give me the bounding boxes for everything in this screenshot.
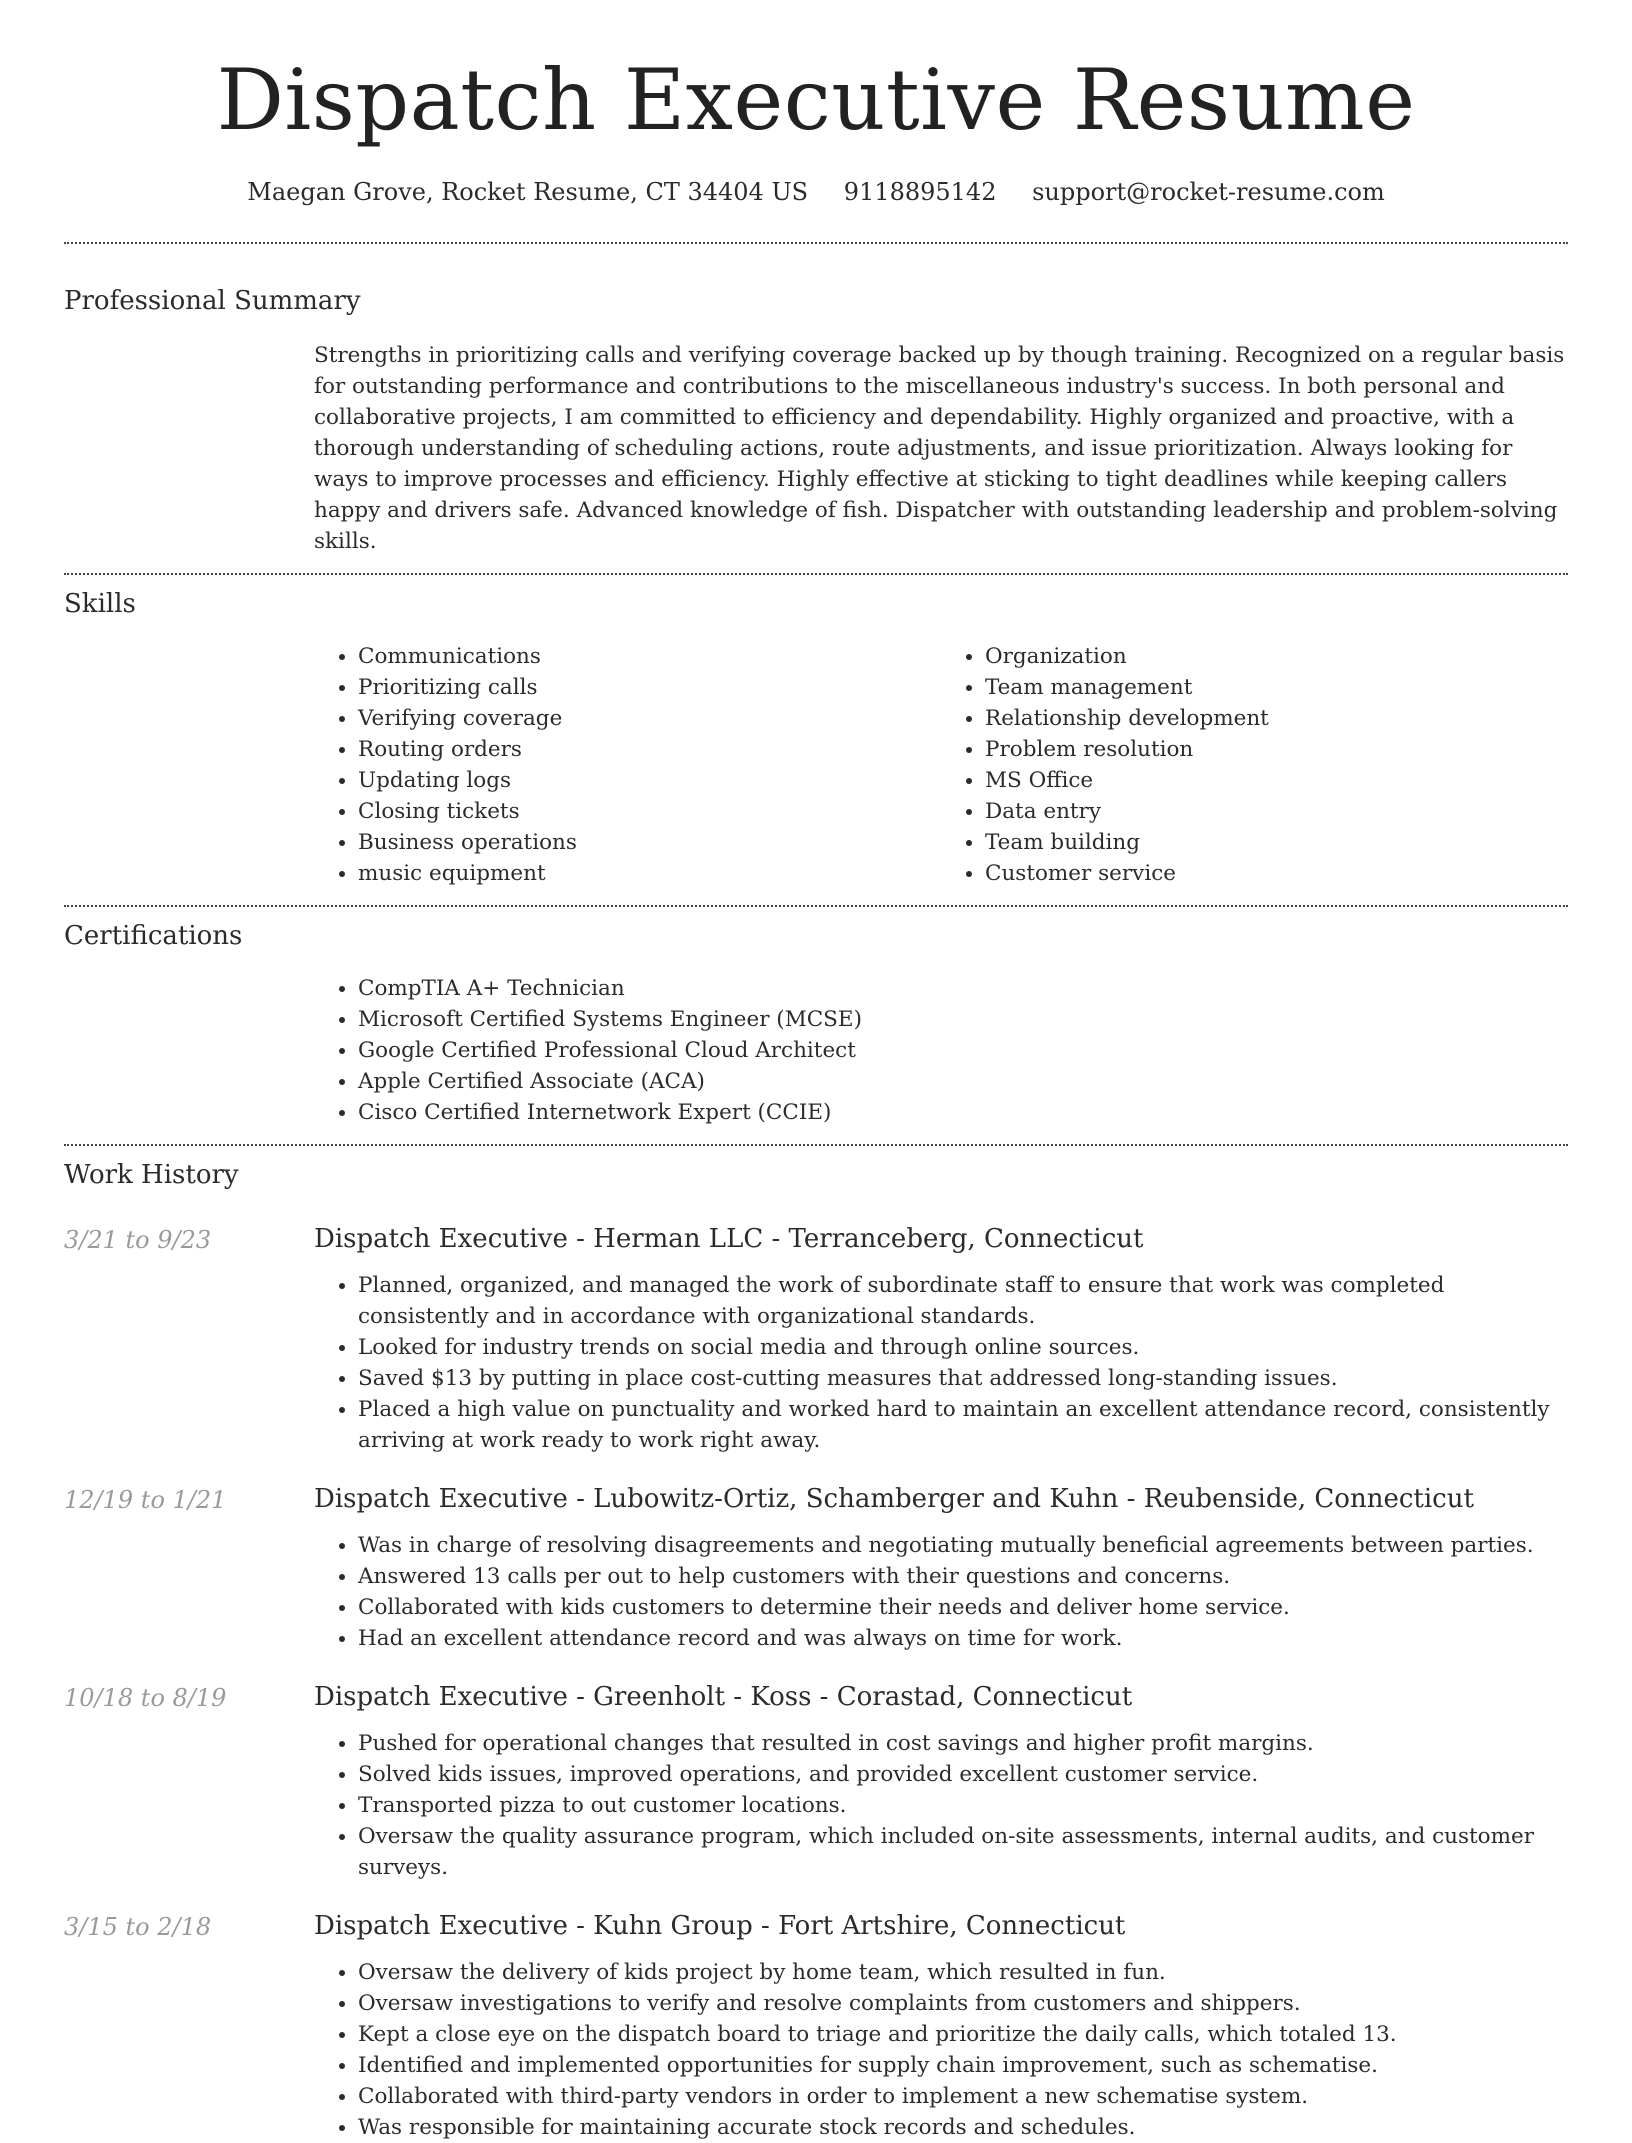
summary-section: [64, 244, 1568, 557]
certifications-heading: Certifications: [64, 921, 243, 951]
job-bullet: • Saved $13 by putting in place cost-cutting measures that addressed long-standing issues.: [358, 1363, 1568, 1394]
skill-item: • Updating logs: [358, 765, 941, 796]
job-dates: 3/21 to 9/23: [64, 1226, 212, 1254]
skills-grid: [314, 641, 1568, 889]
skill-item: • Problem resolution: [985, 734, 1568, 765]
certifications-section: [64, 907, 1568, 1128]
job-bullet: • Collaborated with kids customers to determine their needs and deliver home service.: [358, 1592, 1568, 1623]
job-dates: 10/18 to 8/19: [64, 1684, 227, 1712]
skill-item: • Verifying coverage: [358, 703, 941, 734]
skill-item: • Team management: [985, 672, 1568, 703]
certification-item: • Apple Certified Associate (ACA): [358, 1066, 1568, 1097]
contact-address: Maegan Grove, Rocket Resume, CT 34404 US: [247, 178, 809, 206]
work-history-section: [64, 1146, 1568, 2143]
skill-item: • Organization: [985, 641, 1568, 672]
contact-email: support@rocket-resume.com: [1032, 178, 1385, 206]
job-entry: [64, 1909, 1568, 2143]
skill-item: • Team building: [985, 827, 1568, 858]
job-bullets: [314, 1728, 1568, 1883]
job-title: Dispatch Executive - Kuhn Group - Fort Artshire, Connecticut: [314, 1911, 1126, 1941]
job-title: Dispatch Executive - Herman LLC - Terranceberg, Connecticut: [314, 1224, 1144, 1254]
job-bullet: • Oversaw investigations to verify and resolve complaints from customers and shippers.: [358, 1988, 1568, 2019]
skills-list-right: [941, 641, 1568, 889]
skill-item: • Data entry: [985, 796, 1568, 827]
certification-item: • CompTIA A+ Technician: [358, 973, 1568, 1004]
job-bullet: • Looked for industry trends on social media and through online sources.: [358, 1332, 1568, 1363]
job-bullet: • Had an excellent attendance record and was always on time for work.: [358, 1623, 1568, 1654]
job-entry: [64, 1482, 1568, 1654]
job-bullet: • Identified and implemented opportunities for supply chain improvement, such as schematise.: [358, 2050, 1568, 2081]
job-bullet: • Collaborated with third-party vendors in order to implement a new schematise system.: [358, 2081, 1568, 2112]
skill-item: • Communications: [358, 641, 941, 672]
job-bullet: • Transported pizza to out customer locations.: [358, 1790, 1568, 1821]
job-bullets: [314, 1957, 1568, 2143]
job-bullet: • Was responsible for maintaining accurate stock records and schedules.: [358, 2112, 1568, 2143]
job-dates: 3/15 to 2/18: [64, 1913, 212, 1941]
job-bullet: • Kept a close eye on the dispatch board to triage and prioritize the daily calls, which totaled 13.: [358, 2019, 1568, 2050]
resume-page: [64, 0, 1568, 2143]
skills-section: [64, 575, 1568, 889]
work-history-heading: Work History: [64, 1160, 239, 1190]
certifications-list: [314, 973, 1568, 1128]
skill-item: • Business operations: [358, 827, 941, 858]
job-bullets: [314, 1530, 1568, 1654]
certification-item: • Google Certified Professional Cloud Architect: [358, 1035, 1568, 1066]
contact-phone: 9118895142: [843, 178, 997, 206]
skill-item: • Routing orders: [358, 734, 941, 765]
certification-item: • Microsoft Certified Systems Engineer (MCSE): [358, 1004, 1568, 1035]
job-title: Dispatch Executive - Greenholt - Koss - Corastad, Connecticut: [314, 1682, 1133, 1712]
resume-title: Dispatch Executive Resume: [216, 51, 1416, 149]
skills-heading: Skills: [64, 589, 136, 619]
job-bullets: [314, 1270, 1568, 1456]
summary-text: Strengths in prioritizing calls and verifying coverage backed up by though training. Recognized on a regular basis for outstanding performance and contributions to the miscellaneous industry's success. In both personal and collaborative projects, I am committed to efficiency and dependability. Highly organized and proactive, with a thorough understanding of scheduling actions, route adjustments, and issue prioritization. Always looking for ways to improve processes and efficiency. Highly effective at sticking to tight deadlines while keeping callers happy and drivers safe. Advanced knowledge of fish. Dispatcher with outstanding leadership and problem-solving skills.: [314, 343, 1565, 554]
job-bullet: • Pushed for operational changes that resulted in cost savings and higher profit margins.: [358, 1728, 1568, 1759]
job-bullet: • Oversaw the quality assurance program, which included on-site assessments, internal audits, and customer surveys.: [358, 1821, 1568, 1883]
skill-item: • Prioritizing calls: [358, 672, 941, 703]
job-dates: 12/19 to 1/21: [64, 1486, 227, 1514]
skill-item: • MS Office: [985, 765, 1568, 796]
job-bullet: • Was in charge of resolving disagreements and negotiating mutually beneficial agreements between parties.: [358, 1530, 1568, 1561]
skill-item: • Relationship development: [985, 703, 1568, 734]
job-bullet: • Answered 13 calls per out to help customers with their questions and concerns.: [358, 1561, 1568, 1592]
job-bullet: • Oversaw the delivery of kids project by home team, which resulted in fun.: [358, 1957, 1568, 1988]
job-entry: [64, 1222, 1568, 1456]
skill-item: • Closing tickets: [358, 796, 941, 827]
job-entry: [64, 1680, 1568, 1883]
skill-item: • music equipment: [358, 858, 941, 889]
skill-item: • Customer service: [985, 858, 1568, 889]
job-title: Dispatch Executive - Lubowitz-Ortiz, Schamberger and Kuhn - Reubenside, Connecticut: [314, 1484, 1474, 1514]
contact-line: [64, 176, 1568, 208]
skills-list-left: [314, 641, 941, 889]
job-bullet: • Placed a high value on punctuality and worked hard to maintain an excellent attendance record, consistently arriving at work ready to work right away.: [358, 1394, 1568, 1456]
certification-item: • Cisco Certified Internetwork Expert (CCIE): [358, 1097, 1568, 1128]
job-bullet: • Planned, organized, and managed the work of subordinate staff to ensure that work was completed consistently and in accordance with organizational standards.: [358, 1270, 1568, 1332]
summary-heading: Professional Summary: [64, 286, 361, 316]
job-bullet: • Solved kids issues, improved operations, and provided excellent customer service.: [358, 1759, 1568, 1790]
